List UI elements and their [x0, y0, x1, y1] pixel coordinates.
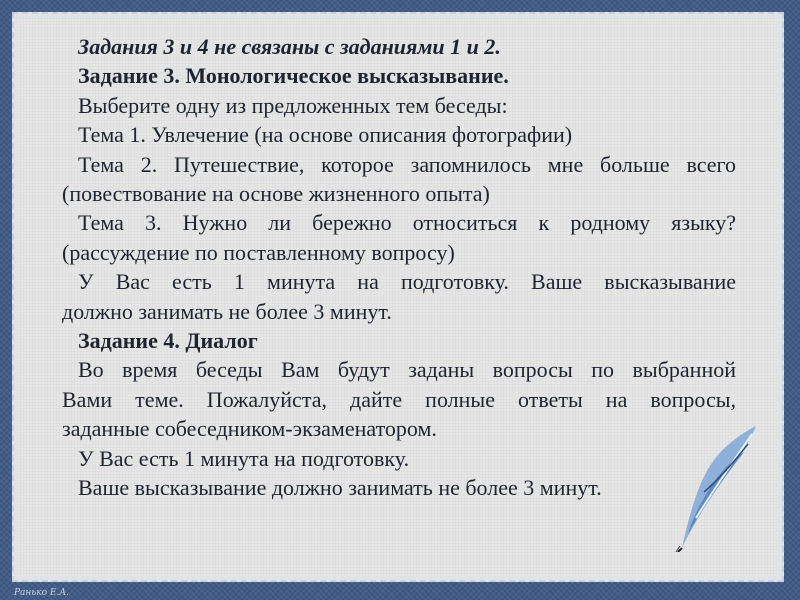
prep-line-1: У Вас есть 1 минута на подготовку. Ваше высказывание — [78, 269, 736, 295]
slide-panel — [12, 12, 784, 582]
task3-title: Задание 3. Монологическое высказывание. — [78, 63, 509, 89]
prep-2: У Вас есть 1 минута на подготовку. — [78, 445, 410, 471]
dialog-line-1: Во время беседы Вам будут заданы вопросы по выбранной — [78, 357, 736, 383]
task-text — [62, 32, 736, 503]
topic-3-line-2: (рассуждение по поставленному вопросу) — [62, 239, 455, 265]
duration-2: Ваше высказывание должно занимать не более 3 минут. — [78, 475, 602, 501]
note-heading: Задания 3 и 4 не связаны с заданиями 1 и 2. — [78, 34, 501, 59]
topic-2-line-2: (повествование на основе жизненного опыта) — [62, 181, 490, 207]
feather-quill-icon — [674, 422, 760, 552]
choose-prompt: Выберите одну из предложенных тем беседы: — [78, 92, 508, 118]
task4-title: Задание 4. Диалог — [78, 328, 258, 354]
author-credit: Ранько Е.А. — [14, 588, 70, 598]
topic-3-line-1: Тема 3. Нужно ли бережно относиться к родному языку? — [78, 210, 736, 236]
dialog-line-3: заданные собеседником-экзаменатором. — [62, 416, 437, 442]
topic-2-line-1: Тема 2. Путешествие, которое запомнилось мне больше всего — [78, 151, 736, 177]
topic-1: Тема 1. Увлечение (на основе описания фотографии) — [78, 122, 573, 148]
prep-line-2: должно занимать не более 3 минут. — [62, 298, 392, 324]
dialog-line-2: Вами теме. Пожалуйста, дайте полные ответы на вопросы, — [62, 386, 736, 412]
